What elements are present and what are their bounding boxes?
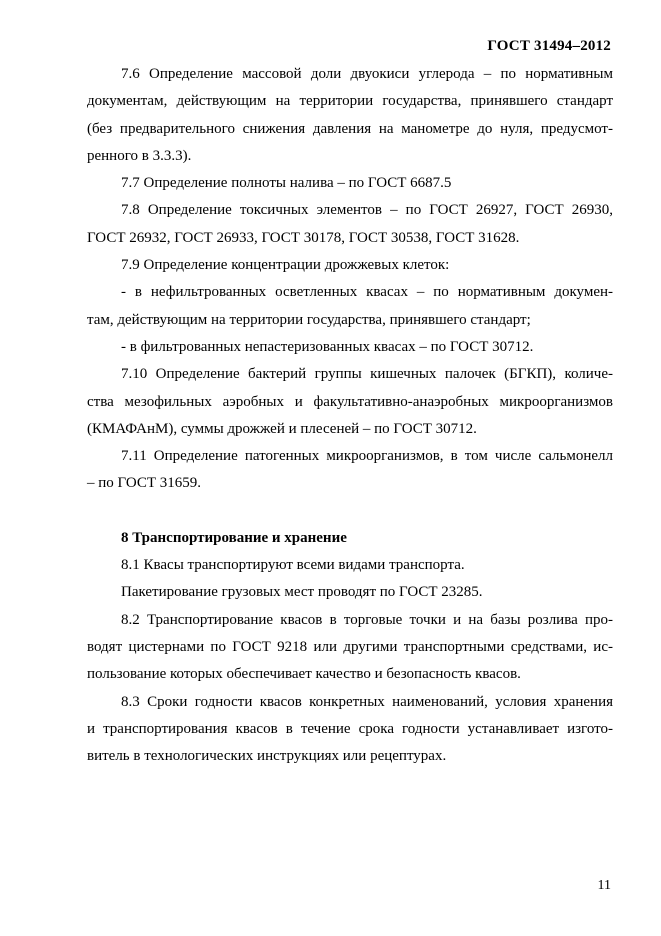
paragraph-7-8 bbox=[87, 197, 613, 252]
text-line: (без предварительного снижения давления на манометре до нуля, предусмот- bbox=[87, 120, 613, 137]
text-line: 7.10 Определение бактерий группы кишечных палочек (БГКП), количе- bbox=[121, 366, 613, 383]
text-line: 8.3 Сроки годности квасов конкретных наименований, условия хранения bbox=[121, 693, 613, 710]
paragraph-8-1-packaging bbox=[87, 579, 613, 606]
paragraph-7-9 bbox=[87, 252, 613, 279]
text-line: ренного в 3.3.3). bbox=[87, 147, 192, 164]
page-content bbox=[87, 61, 613, 770]
text-line: там, действующим на территории государства, принявшего стандарт; bbox=[87, 311, 531, 328]
text-line: - в фильтрованных непастеризованных квасах – по ГОСТ 30712. bbox=[121, 338, 534, 355]
text-line: витель в технологических инструкциях или рецептурах. bbox=[87, 748, 447, 765]
paragraph-7-11 bbox=[87, 443, 613, 498]
text-line: 7.8 Определение токсичных элементов – по ГОСТ 26927, ГОСТ 26930, bbox=[121, 202, 613, 219]
paragraph-7-9-item-1 bbox=[87, 279, 613, 334]
text-line: 8.1 Квасы транспортируют всеми видами транспорта. bbox=[121, 557, 465, 574]
page-number: 11 bbox=[597, 878, 611, 893]
text-line: 7.7 Определение полноты налива – по ГОСТ 6687.5 bbox=[121, 175, 452, 192]
paragraph-7-7 bbox=[87, 170, 613, 197]
paragraph-8-1 bbox=[87, 552, 613, 579]
paragraph-8-3 bbox=[87, 689, 613, 771]
text-line: документам, действующим на территории государства, принявшего стандарт bbox=[87, 93, 613, 110]
text-line: 8.2 Транспортирование квасов в торговые точки и на базы розлива про- bbox=[121, 611, 613, 628]
text-line: пользование которых обеспечивает качество и безопасность квасов. bbox=[87, 666, 521, 683]
paragraph-7-10 bbox=[87, 361, 613, 443]
paragraph-7-6 bbox=[87, 61, 613, 170]
text-line: ства мезофильных аэробных и факультативно-анаэробных микроорганизмов bbox=[87, 393, 613, 410]
text-line: 7.11 Определение патогенных микроорганизмов, в том числе сальмонелл bbox=[121, 448, 613, 465]
text-line: (КМАФАнМ), суммы дрожжей и плесеней – по ГОСТ 30712. bbox=[87, 420, 477, 437]
section-8-title: 8 Транспортирование и хранение bbox=[121, 529, 347, 546]
paragraph-7-9-item-2 bbox=[87, 334, 613, 361]
text-line: ГОСТ 26932, ГОСТ 26933, ГОСТ 30178, ГОСТ 30538, ГОСТ 31628. bbox=[87, 229, 520, 246]
text-line: - в нефильтрованных осветленных квасах – по нормативным докумен- bbox=[121, 284, 613, 301]
text-line: и транспортирования квасов в течение срока годности устанавливает изгото- bbox=[87, 720, 613, 737]
text-line: водят цистернами по ГОСТ 9218 или другими транспортными средствами, ис- bbox=[87, 638, 613, 655]
text-line: Пакетирование грузовых мест проводят по ГОСТ 23285. bbox=[121, 584, 483, 601]
text-line: 7.6 Определение массовой доли двуокиси углерода – по нормативным bbox=[121, 66, 613, 82]
document-code-header: ГОСТ 31494–2012 bbox=[487, 38, 611, 54]
text-line: – по ГОСТ 31659. bbox=[87, 475, 202, 492]
paragraph-8-2 bbox=[87, 607, 613, 689]
text-line: 7.9 Определение концентрации дрожжевых клеток: bbox=[121, 257, 450, 274]
